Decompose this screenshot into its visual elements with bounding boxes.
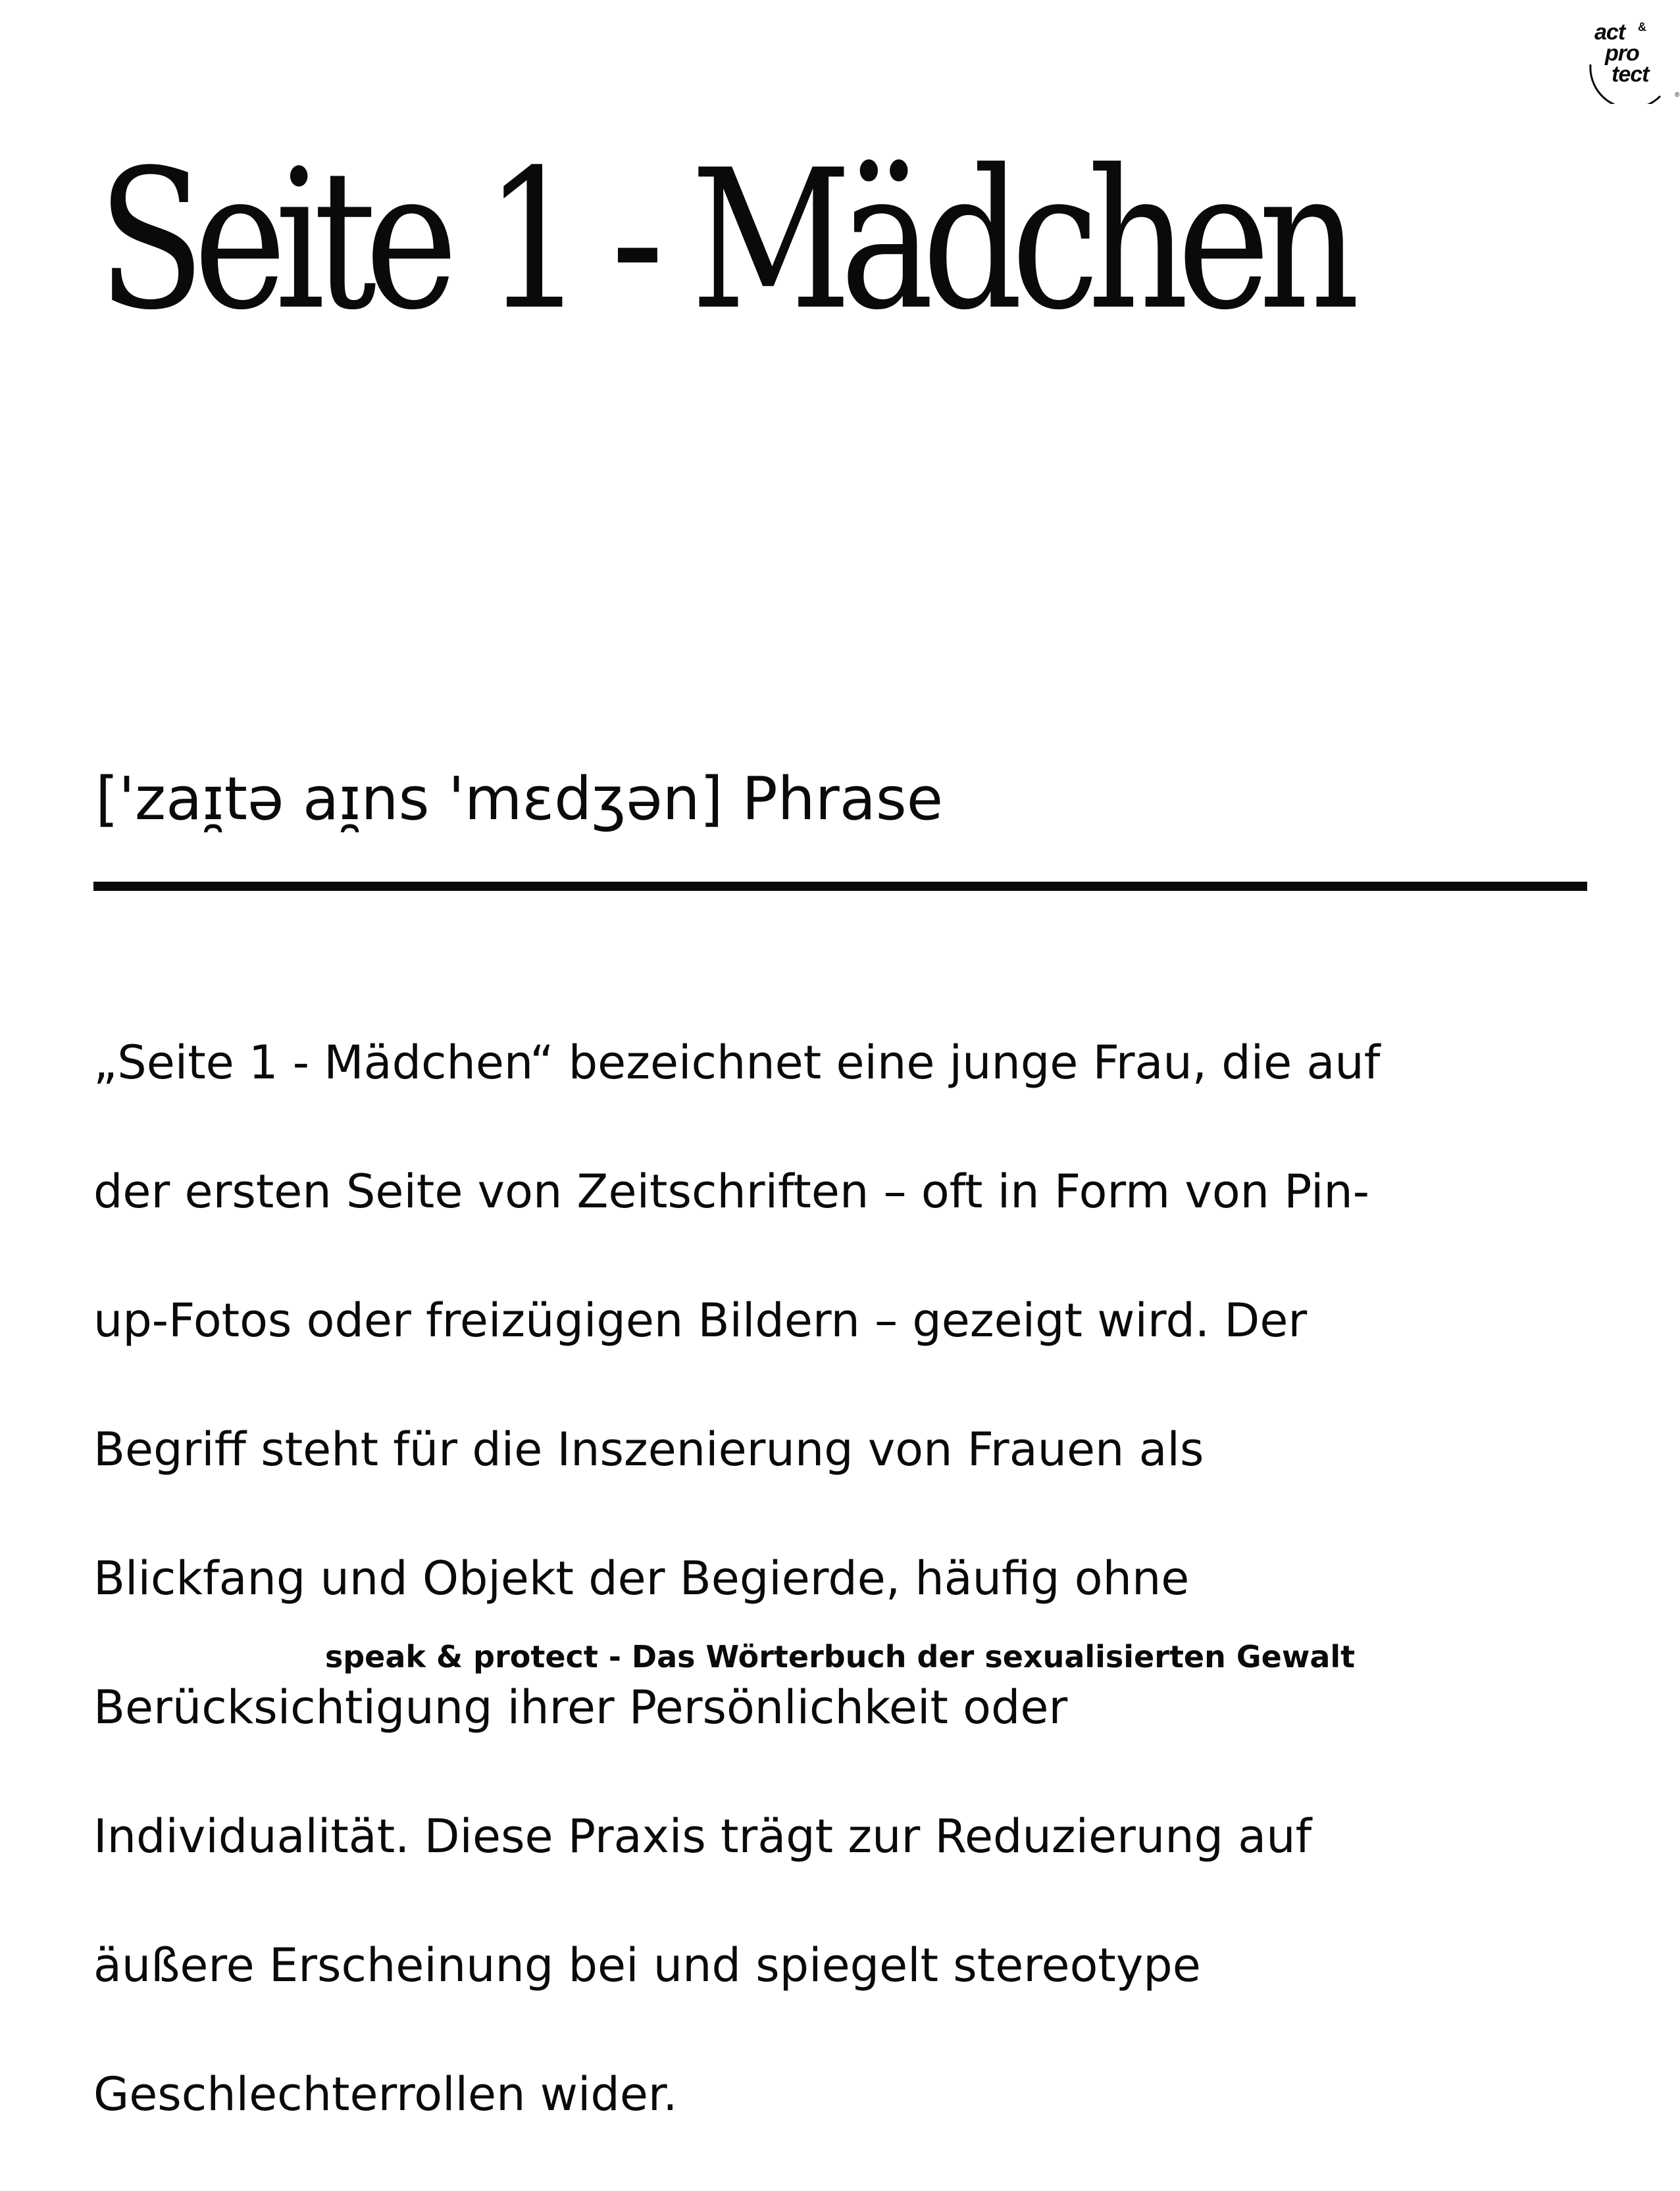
definition-line: Berücksichtigung ihrer Persönlichkeit oder bbox=[93, 1680, 1068, 1734]
logo-text-tect: tect bbox=[1612, 62, 1649, 87]
divider-rule bbox=[93, 882, 1587, 891]
definition-line: Begriff steht für die Inszenierung von Frauen als bbox=[93, 1423, 1204, 1476]
headword: Seite 1 - Mädchen bbox=[97, 128, 1348, 352]
word-class: Phrase bbox=[742, 765, 944, 834]
definition bbox=[93, 966, 1600, 2191]
definition-line: der ersten Seite von Zeitschriften – oft in Form von Pin- bbox=[93, 1165, 1370, 1219]
definition-line: up-Fotos oder freizügigen Bildern – gezeigt wird. Der bbox=[93, 1294, 1308, 1347]
act-and-protect-logo bbox=[1583, 18, 1680, 104]
logo-text-act: act bbox=[1594, 20, 1625, 45]
definition-line: „Seite 1 - Mädchen“ bezeichnet eine junge Frau, die auf bbox=[93, 1036, 1381, 1090]
pronunciation-line bbox=[95, 763, 943, 836]
footer-caption: speak & protect - Das Wörterbuch der sexualisierten Gewalt bbox=[324, 1639, 1356, 1675]
definition-line: Geschlechterrollen wider. bbox=[93, 2067, 678, 2121]
logo-registered-mark: ® bbox=[1675, 91, 1680, 99]
logo-text-pro: pro bbox=[1605, 41, 1639, 66]
definition-line: äußere Erscheinung bei und spiegelt stereotype bbox=[93, 1938, 1201, 1992]
definition-line: Blickfang und Objekt der Begierde, häufig ohne bbox=[93, 1551, 1190, 1605]
logo-text-amp: & bbox=[1638, 20, 1646, 34]
pronunciation: ['zaɪ̯tə aɪ̯ns 'mɛdʒən] bbox=[95, 765, 723, 834]
definition-line: Individualität. Diese Praxis trägt zur Reduzierung auf bbox=[93, 1809, 1312, 1863]
